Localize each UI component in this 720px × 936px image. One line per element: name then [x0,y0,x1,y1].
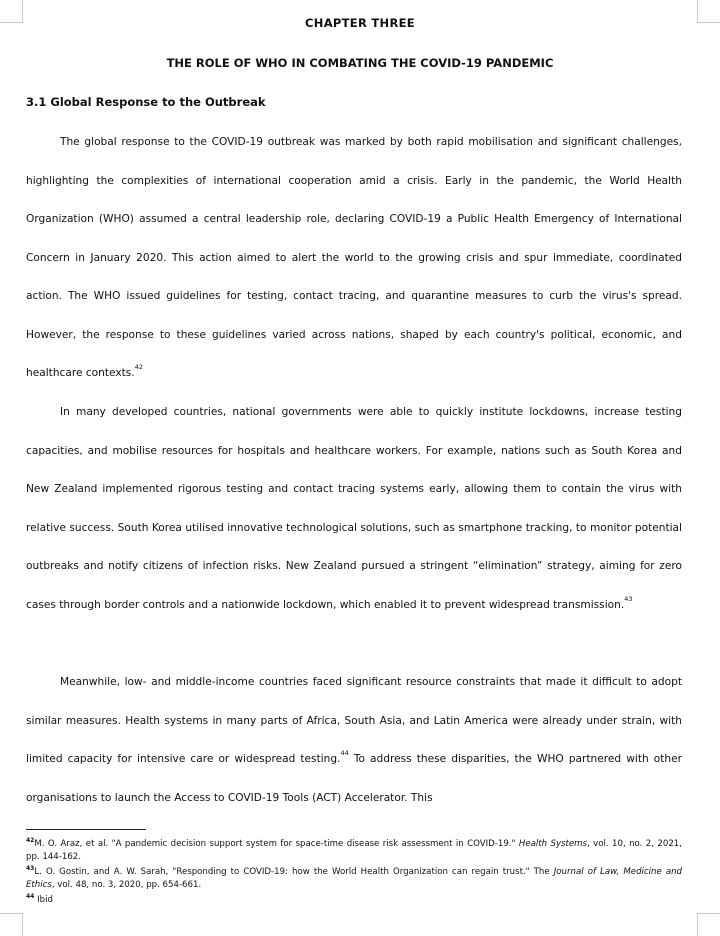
footnote-44 [26,894,682,907]
footnotes [26,838,682,909]
footnote-text: , vol. 10, no. 2, 2021, pp. 144-162. [26,839,682,862]
chapter-heading: CHAPTER THREE [305,16,415,30]
footnote-separator [26,829,146,830]
footnote-text: M. O. Araz, et al. "A pandemic decision support system for space-time disease risk assessment in COVID-19." [34,839,519,849]
footnote-ref-44[interactable]: 44 [340,749,349,757]
footnote-43 [26,866,682,892]
journal-title: Journal of Law, Medicine and Ethics [26,867,683,890]
chapter-title: THE ROLE OF WHO IN COMBATING THE COVID-19 PANDEMIC [166,56,554,70]
footnote-text: Ibid [37,895,53,905]
footnote-ref-42[interactable]: 42 [134,363,143,371]
corner-mark-bottom-left [0,913,23,936]
paragraph-1 [26,123,682,393]
footnote-number: 43 [26,865,35,872]
paragraph-2-text: In many developed countries, national governments were able to quickly institute lockdowns, increase testing capacities, and mobilise resources for hospitals and healthcare workers. For example, nations such as South Korea and New Zealand implemented rigorous testing and contact tracing systems early, allowing them to contain the virus with relative success. South Korea utilised innovative technological solutions, such as smartphone tracking, to monitor potential outbreaks and notify citizens of infection risks. New Zealand pursued a stringent “elimination” strategy, aiming for zero cases through border controls and a nationwide lockdown, which enabled it to prevent widespread transmission. [26,406,682,611]
footnote-ref-43[interactable]: 43 [624,594,633,603]
paragraph-3 [26,663,682,817]
section-heading: 3.1 Global Response to the Outbreak [26,95,266,109]
corner-mark-bottom-right [697,913,720,936]
footnote-42 [26,838,682,864]
paragraph-3-text-part-1: Meanwhile, low- and middle-income countries faced significant resource constraints that made it difficult to adopt similar measures. Health systems in many parts of Africa, South Asia, and Latin America were already under strain, with limited capacity for intensive care or widespread testing. [26,676,682,765]
paragraph-3-text-part-2: To address these disparities, the WHO partnered with other organisations to launch the Access to COVID-19 Tools (ACT) Accelerator. This [26,753,683,804]
journal-title: Health Systems [518,839,588,849]
footnote-number: 42 [26,837,35,844]
paragraph-2 [26,393,682,624]
footnote-text: L. O. Gostin, and A. W. Sarah, "Responding to COVID-19: how the World Health Organization can regain trust." The [34,867,554,877]
paragraph-1-text: The global response to the COVID-19 outbreak was marked by both rapid mobilisation and significant challenges, highlighting the complexities of international cooperation amid a crisis. Early in the pandemic, the World Health Organization (WHO) assumed a central leadership role, declaring COVID-19 a Public Health Emergency of International Concern in January 2020. This action aimed to alert the world to the growing crisis and spur immediate, coordinated action. The WHO issued guidelines for testing, contact tracing, and quarantine measures to curb the virus's spread. However, the response to these guidelines varied across nations, shaped by each country's political, economic, and healthcare contexts. [26,136,682,379]
footnote-number: 44 [26,893,35,900]
footnote-text: , vol. 48, no. 3, 2020, pp. 654-661. [51,880,202,890]
